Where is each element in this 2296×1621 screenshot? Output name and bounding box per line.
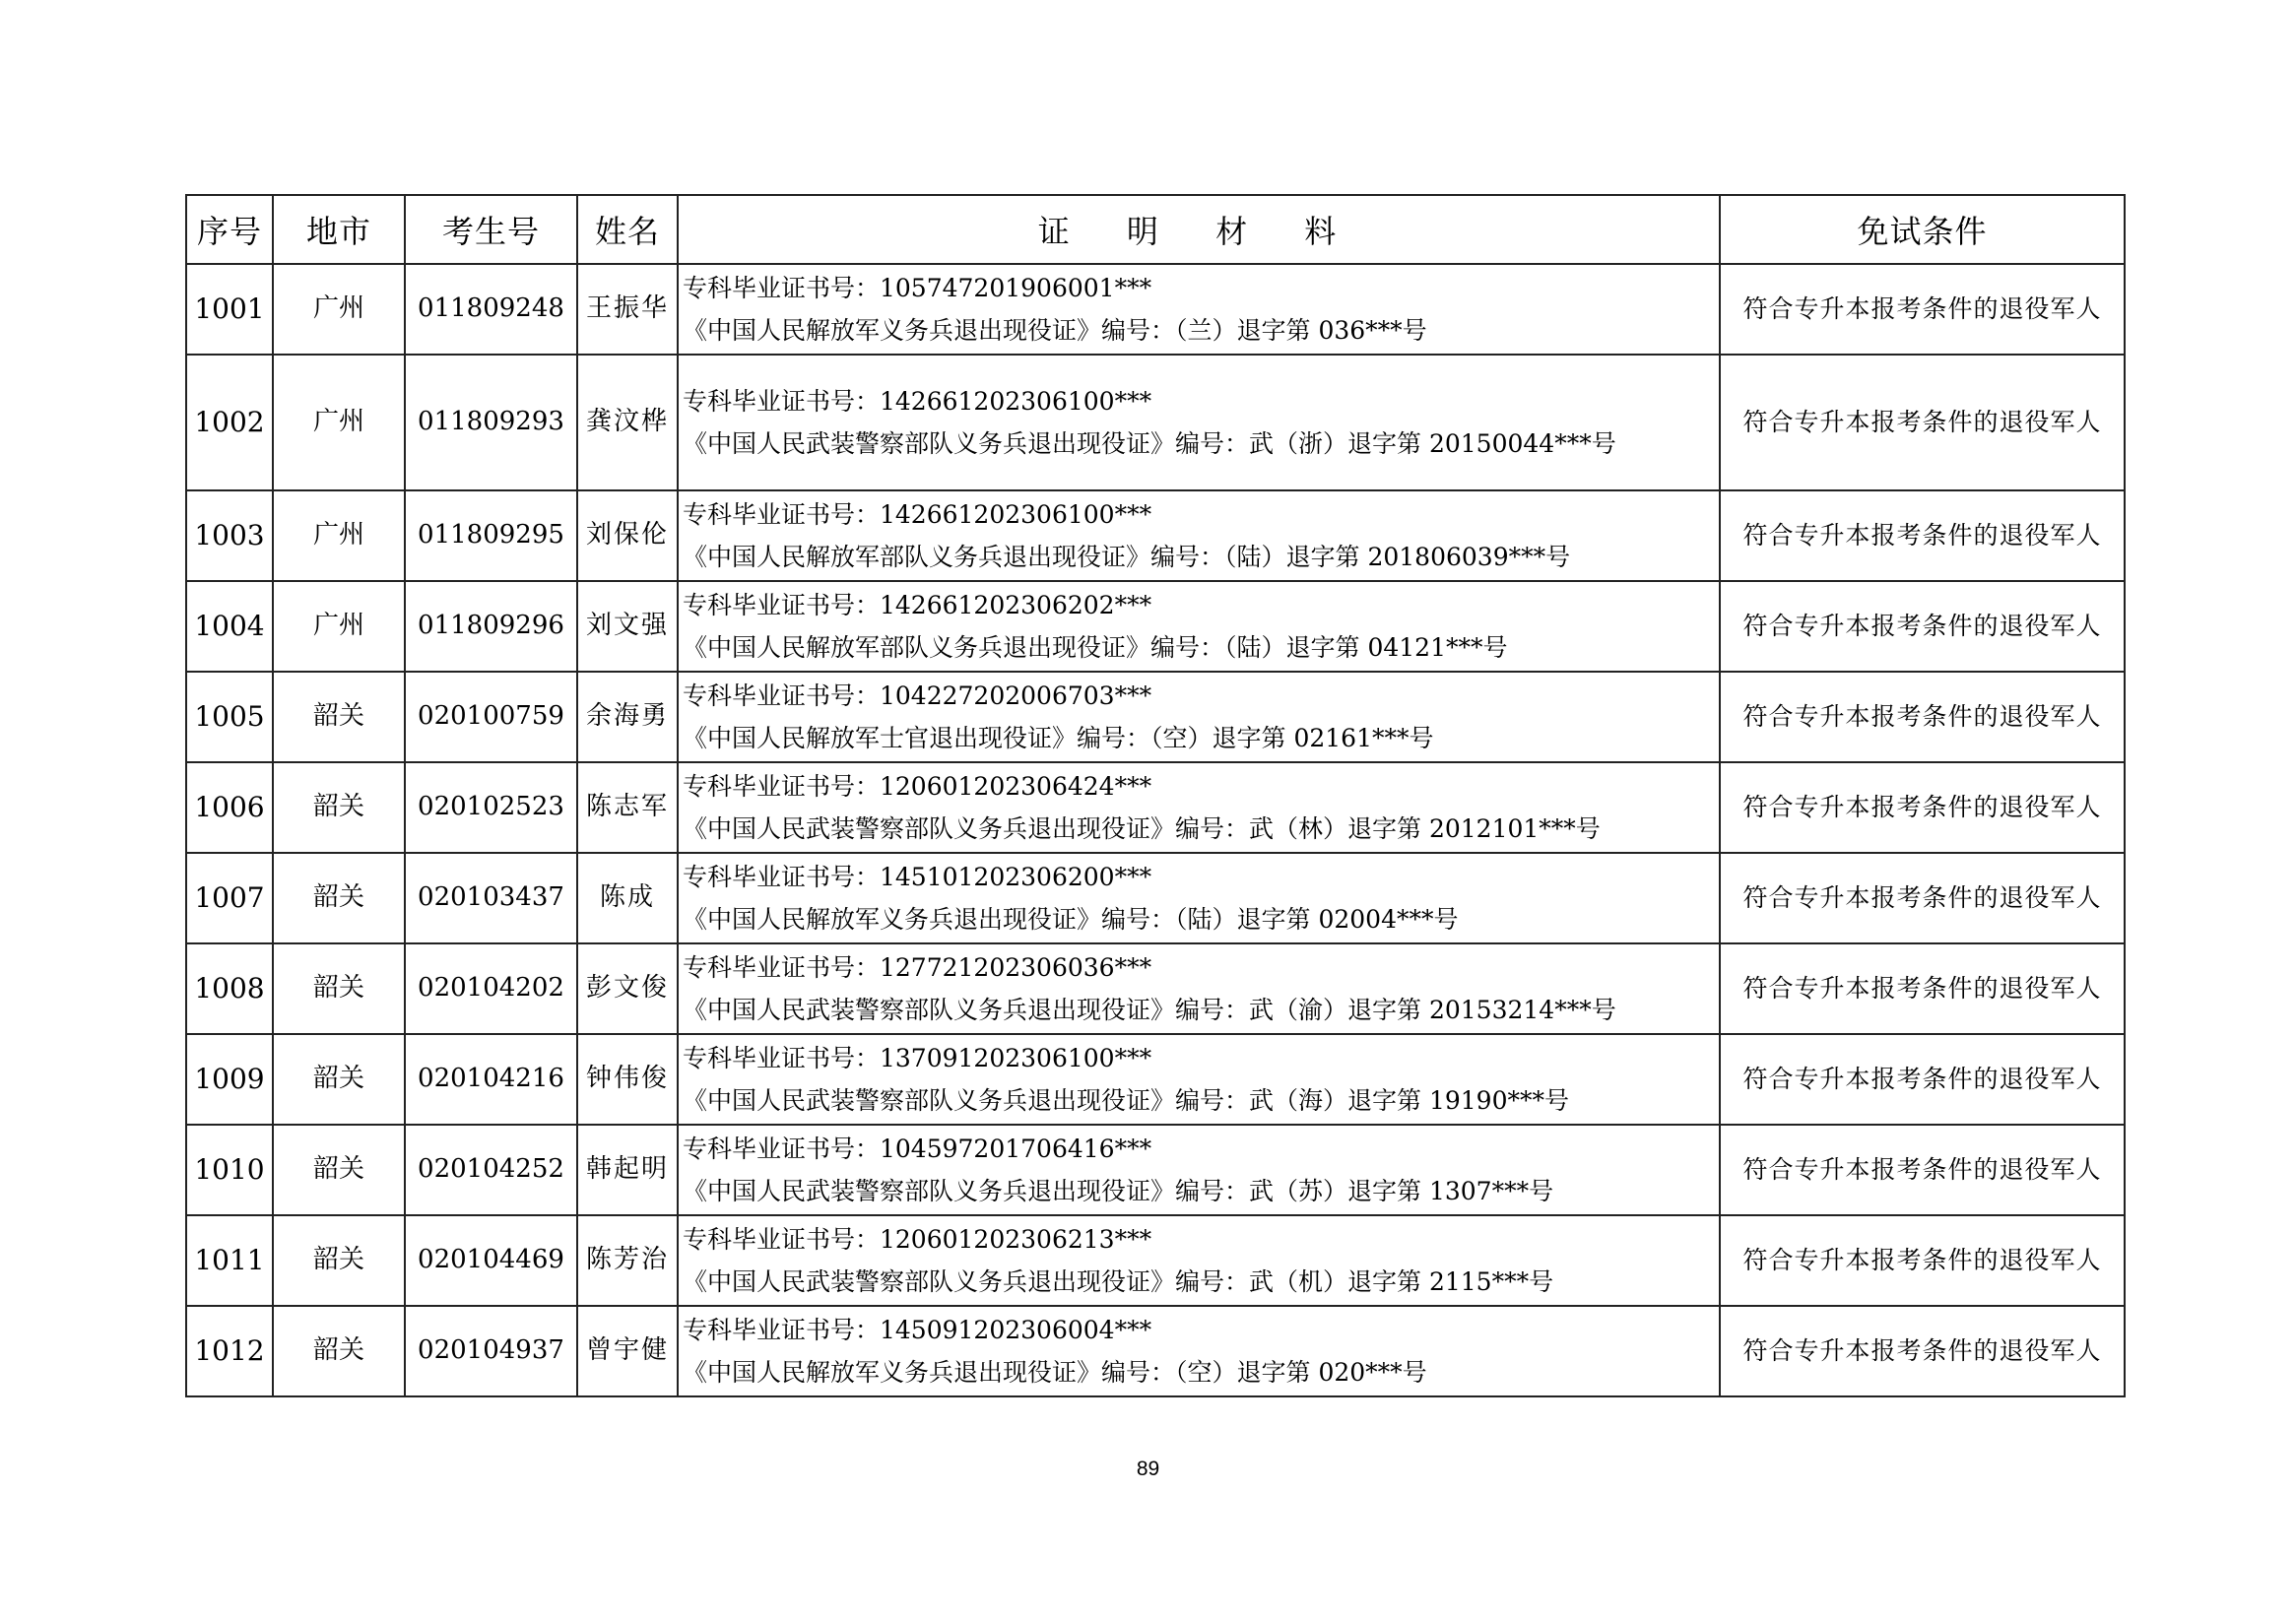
discharge-certificate-line: 《中国人民武装警察部队义务兵退出现役证》编号：武（渝）退字第 20153214***号 (683, 996, 1616, 1024)
city-cell: 广州 (273, 581, 405, 672)
discharge-certificate-line: 《中国人民武装警察部队义务兵退出现役证》编号：武（林）退字第 2012101***号 (683, 814, 1601, 843)
condition-cell: 符合专升本报考条件的退役军人 (1720, 490, 2125, 581)
table-row (186, 1306, 2125, 1396)
name-cell: 陈成 (577, 853, 678, 943)
city-cell: 韶关 (273, 672, 405, 762)
table-header-row (186, 195, 2125, 264)
serial-cell: 1011 (186, 1215, 273, 1306)
condition-cell: 符合专升本报考条件的退役军人 (1720, 264, 2125, 355)
city-cell: 韶关 (273, 762, 405, 853)
table-row (186, 1034, 2125, 1125)
header-condition: 免试条件 (1720, 195, 2125, 264)
city-cell: 韶关 (273, 853, 405, 943)
discharge-certificate-line: 《中国人民武装警察部队义务兵退出现役证》编号：武（浙）退字第 20150044***号 (683, 429, 1616, 458)
discharge-certificate-line: 《中国人民武装警察部队义务兵退出现役证》编号：武（机）退字第 2115***号 (683, 1267, 1554, 1296)
diploma-number-line: 专科毕业证书号：145101202306200*** (683, 863, 1152, 891)
material-cell (678, 581, 1720, 672)
discharge-certificate-line: 《中国人民武装警察部队义务兵退出现役证》编号：武（苏）退字第 1307***号 (683, 1177, 1554, 1205)
serial-cell: 1007 (186, 853, 273, 943)
diploma-number-line: 专科毕业证书号：120601202306424*** (683, 772, 1152, 801)
table-body (186, 264, 2125, 1396)
city-cell: 韶关 (273, 943, 405, 1034)
condition-cell: 符合专升本报考条件的退役军人 (1720, 1034, 2125, 1125)
name-cell: 龚汶桦 (577, 355, 678, 490)
city-cell: 韶关 (273, 1034, 405, 1125)
exam-number-cell: 020104216 (405, 1034, 577, 1125)
header-exam-number: 考生号 (405, 195, 577, 264)
serial-cell: 1005 (186, 672, 273, 762)
discharge-certificate-line: 《中国人民解放军义务兵退出现役证》编号：（陆）退字第 02004***号 (683, 905, 1459, 934)
table-row (186, 1125, 2125, 1215)
exam-number-cell: 020102523 (405, 762, 577, 853)
material-cell (678, 1215, 1720, 1306)
diploma-number-line: 专科毕业证书号：142661202306100*** (683, 387, 1152, 416)
material-cell (678, 672, 1720, 762)
name-cell: 曾宇健 (577, 1306, 678, 1396)
material-cell (678, 490, 1720, 581)
name-cell: 刘保伦 (577, 490, 678, 581)
name-cell: 钟伟俊 (577, 1034, 678, 1125)
serial-cell: 1010 (186, 1125, 273, 1215)
exam-number-cell: 011809295 (405, 490, 577, 581)
condition-cell: 符合专升本报考条件的退役军人 (1720, 672, 2125, 762)
material-cell (678, 1125, 1720, 1215)
exam-number-cell: 020104469 (405, 1215, 577, 1306)
exam-number-cell: 020104252 (405, 1125, 577, 1215)
table-row (186, 581, 2125, 672)
exemption-table (185, 194, 2126, 1397)
table-row (186, 1215, 2125, 1306)
serial-cell: 1003 (186, 490, 273, 581)
diploma-number-line: 专科毕业证书号：127721202306036*** (683, 953, 1152, 982)
name-cell: 余海勇 (577, 672, 678, 762)
name-cell: 刘文强 (577, 581, 678, 672)
name-cell: 彭文俊 (577, 943, 678, 1034)
material-cell (678, 264, 1720, 355)
serial-cell: 1001 (186, 264, 273, 355)
diploma-number-line: 专科毕业证书号：104227202006703*** (683, 681, 1152, 710)
name-cell: 陈志军 (577, 762, 678, 853)
header-name: 姓名 (577, 195, 678, 264)
table-row (186, 264, 2125, 355)
discharge-certificate-line: 《中国人民解放军士官退出现役证》编号：（空）退字第 02161***号 (683, 724, 1434, 752)
city-cell: 广州 (273, 264, 405, 355)
name-cell: 韩起明 (577, 1125, 678, 1215)
table-row (186, 762, 2125, 853)
discharge-certificate-line: 《中国人民解放军义务兵退出现役证》编号：（兰）退字第 036***号 (683, 316, 1427, 345)
table-row (186, 943, 2125, 1034)
serial-cell: 1006 (186, 762, 273, 853)
diploma-number-line: 专科毕业证书号：105747201906001*** (683, 274, 1152, 302)
exam-number-cell: 011809248 (405, 264, 577, 355)
diploma-number-line: 专科毕业证书号：137091202306100*** (683, 1044, 1152, 1072)
table-row (186, 853, 2125, 943)
diploma-number-line: 专科毕业证书号：120601202306213*** (683, 1225, 1152, 1254)
material-cell (678, 1306, 1720, 1396)
page-number: 89 (1136, 1458, 1160, 1480)
material-cell (678, 853, 1720, 943)
header-city: 地市 (273, 195, 405, 264)
serial-cell: 1004 (186, 581, 273, 672)
material-cell (678, 943, 1720, 1034)
condition-cell: 符合专升本报考条件的退役军人 (1720, 581, 2125, 672)
condition-cell: 符合专升本报考条件的退役军人 (1720, 853, 2125, 943)
city-cell: 韶关 (273, 1215, 405, 1306)
diploma-number-line: 专科毕业证书号：104597201706416*** (683, 1135, 1152, 1163)
exam-number-cell: 020104937 (405, 1306, 577, 1396)
city-cell: 韶关 (273, 1306, 405, 1396)
table-row (186, 355, 2125, 490)
table-row (186, 672, 2125, 762)
diploma-number-line: 专科毕业证书号：142661202306202*** (683, 591, 1152, 619)
material-cell (678, 1034, 1720, 1125)
material-cell (678, 355, 1720, 490)
city-cell: 广州 (273, 355, 405, 490)
city-cell: 广州 (273, 490, 405, 581)
diploma-number-line: 专科毕业证书号：145091202306004*** (683, 1316, 1152, 1344)
diploma-number-line: 专科毕业证书号：142661202306100*** (683, 500, 1152, 529)
table-row (186, 490, 2125, 581)
condition-cell: 符合专升本报考条件的退役军人 (1720, 762, 2125, 853)
city-cell: 韶关 (273, 1125, 405, 1215)
condition-cell: 符合专升本报考条件的退役军人 (1720, 1215, 2125, 1306)
serial-cell: 1008 (186, 943, 273, 1034)
exam-number-cell: 020104202 (405, 943, 577, 1034)
material-cell (678, 762, 1720, 853)
serial-cell: 1002 (186, 355, 273, 490)
condition-cell: 符合专升本报考条件的退役军人 (1720, 1306, 2125, 1396)
discharge-certificate-line: 《中国人民解放军部队义务兵退出现役证》编号：（陆）退字第 201806039***号 (683, 543, 1571, 571)
serial-cell: 1012 (186, 1306, 273, 1396)
name-cell: 王振华 (577, 264, 678, 355)
condition-cell: 符合专升本报考条件的退役军人 (1720, 943, 2125, 1034)
header-serial: 序号 (186, 195, 273, 264)
name-cell: 陈芳治 (577, 1215, 678, 1306)
exam-number-cell: 020103437 (405, 853, 577, 943)
discharge-certificate-line: 《中国人民解放军义务兵退出现役证》编号：（空）退字第 020***号 (683, 1358, 1427, 1387)
condition-cell: 符合专升本报考条件的退役军人 (1720, 355, 2125, 490)
header-material: 证 明 材 料 (678, 195, 1720, 264)
discharge-certificate-line: 《中国人民武装警察部队义务兵退出现役证》编号：武（海）退字第 19190***号 (683, 1086, 1569, 1115)
exam-number-cell: 011809296 (405, 581, 577, 672)
serial-cell: 1009 (186, 1034, 273, 1125)
condition-cell: 符合专升本报考条件的退役军人 (1720, 1125, 2125, 1215)
discharge-certificate-line: 《中国人民解放军部队义务兵退出现役证》编号：（陆）退字第 04121***号 (683, 633, 1508, 662)
exam-number-cell: 020100759 (405, 672, 577, 762)
exam-number-cell: 011809293 (405, 355, 577, 490)
